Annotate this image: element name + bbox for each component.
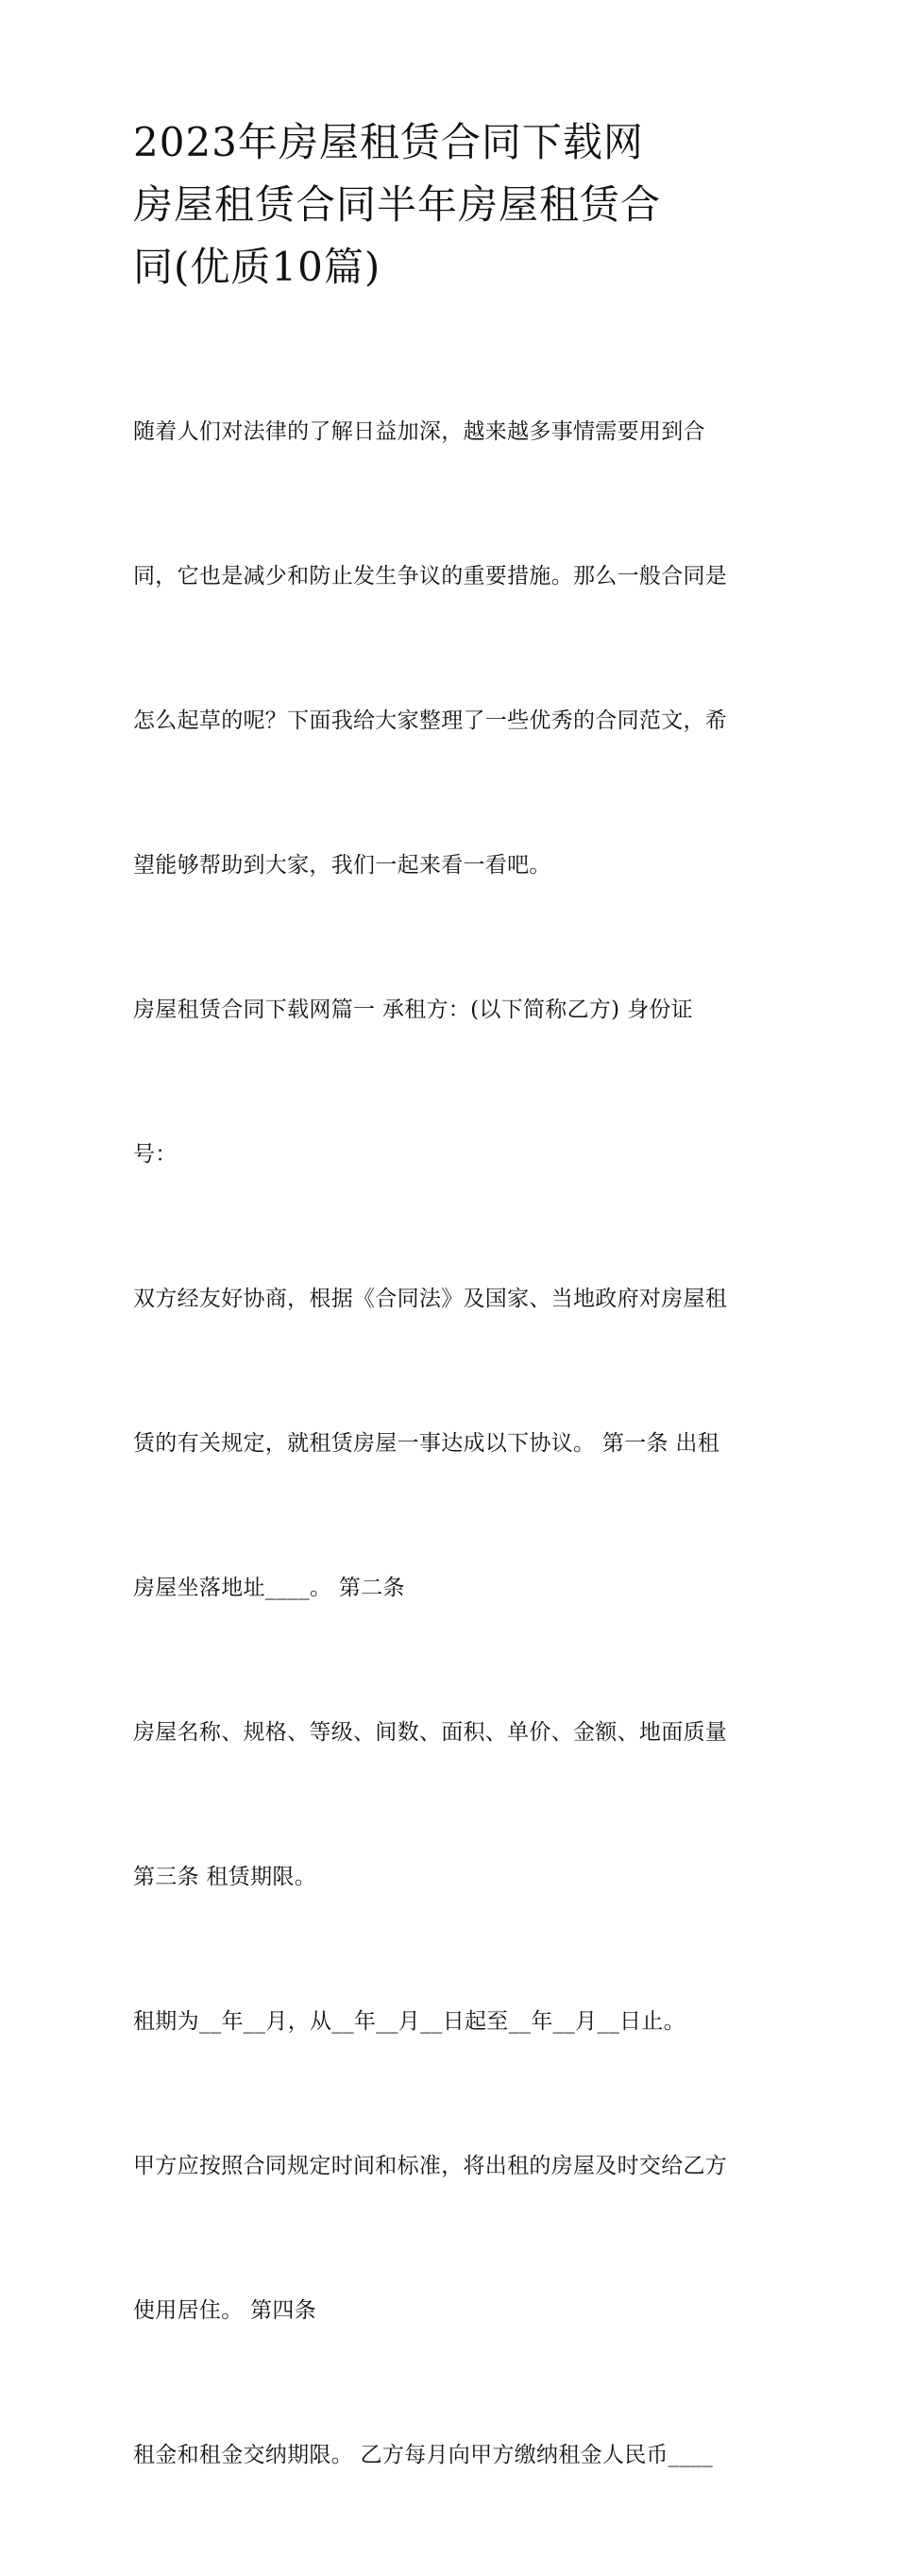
title-line-2: 房屋租赁合同半年房屋租赁合 [133,181,662,228]
document-content [133,111,775,2576]
body-line: 甲方应按照合同规定时间和标准，将出租的房屋及时交给乙方 [133,2154,728,2178]
body-line: 怎么起草的呢？下面我给大家整理了一些优秀的合同范文，希 [133,708,728,733]
body-line: 同，它也是减少和防止发生争议的重要措施。那么一般合同是 [133,564,728,589]
document-body [133,312,775,2576]
body-line: 赁的有关规定，就租赁房屋一事达成以下协议。 第一条 出租 [133,1431,720,1456]
body-line: 租金和租金交纳期限。 乙方每月向甲方缴纳租金人民币____ [133,2443,714,2467]
title-line-3: 同(优质10篇) [133,244,381,290]
body-line: 房屋租赁合同下载网篇一 承租方：(以下简称乙方) 身份证 [133,998,693,1022]
body-line: 使用居住。 第四条 [133,2298,317,2323]
body-line: 租期为__年__月，从__年__月__日起至__年__月__日止。 [133,2009,685,2034]
document-title [133,111,775,299]
body-line: 房屋名称、规格、等级、间数、面积、单价、金额、地面质量 [133,1720,728,1745]
body-line: 双方经友好协商，根据《合同法》及国家、当地政府对房屋租 [133,1287,728,1311]
body-line: 随着人们对法律的了解日益加深，越来越多事情需要用到合 [133,419,705,444]
body-line: 望能够帮助到大家，我们一起来看一看吧。 [133,853,551,878]
body-line: 房屋坐落地址____。 第二条 [133,1576,405,1600]
body-line: 第三条 租赁期限。 [133,1865,317,1889]
title-line-1: 2023年房屋租赁合同下载网 [133,119,644,165]
body-line: 号： [133,1142,178,1167]
